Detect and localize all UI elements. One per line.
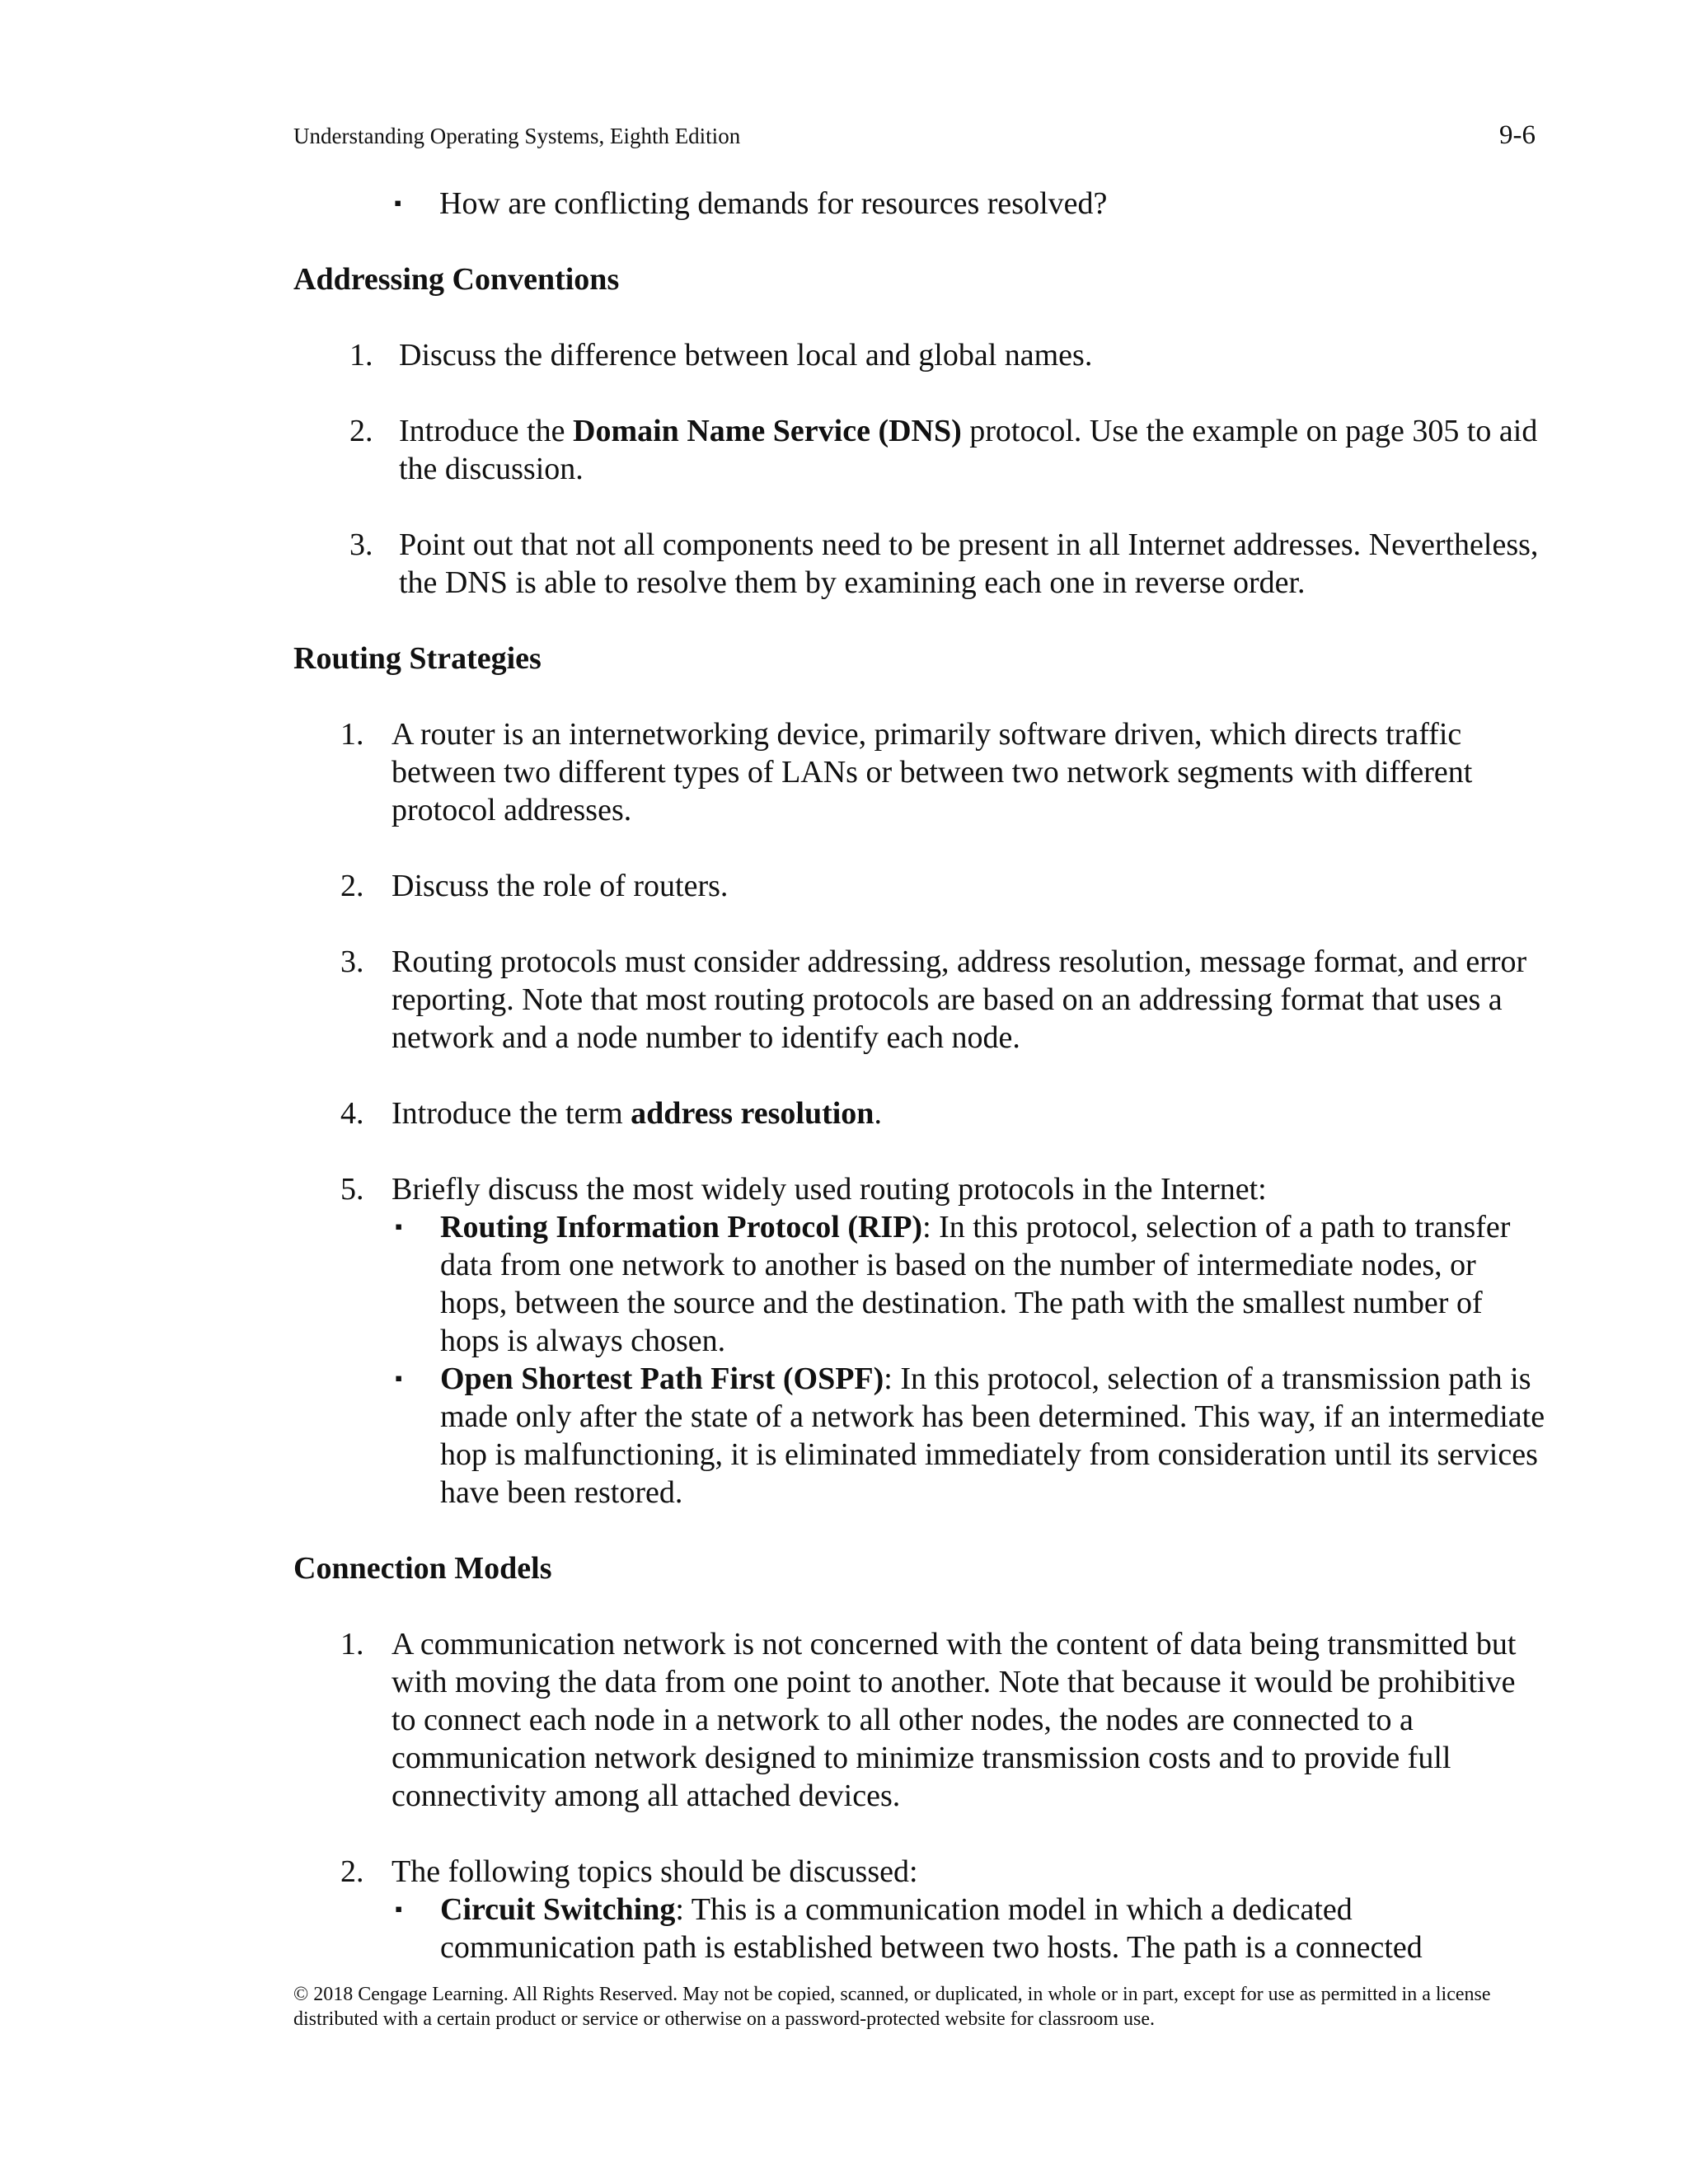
- list-item: [293, 1625, 1546, 1815]
- list-item-text-post: .: [874, 1096, 882, 1131]
- bold-term: Domain Name Service (DNS): [573, 414, 962, 448]
- bullet-icon: ▪: [394, 191, 402, 215]
- sub-list-item: [392, 1208, 1546, 1360]
- list-item: [293, 1094, 1546, 1132]
- list-item-text: Point out that not all components need to be present in all Internet addresses. Nevertheless, the DNS is able to resolve them by examining each one in reverse order.: [399, 527, 1539, 600]
- list-number: 5.: [340, 1172, 364, 1207]
- list-item-text-pre: Introduce the: [399, 414, 574, 448]
- page-header: [293, 120, 1536, 151]
- bold-term: Circuit Switching: [440, 1892, 676, 1927]
- list-item-text: A communication network is not concerned with the content of data being transmitted but with moving the data from one point to another. Note that because it would be prohibitive to connect each node in a network to all other nodes, the nodes are connected to a communication network designed to minimize transmission costs and to provide full connectivity among all attached devices.: [392, 1627, 1517, 1813]
- list-item-text: Briefly discuss the most widely used routing protocols in the Internet:: [392, 1172, 1267, 1207]
- list-item: [293, 943, 1546, 1057]
- routing-list: [293, 715, 1546, 1511]
- connection-list: [293, 1625, 1546, 1966]
- bullet-icon: ▪: [395, 1215, 403, 1239]
- list-item: [293, 1170, 1546, 1511]
- bullet-icon: ▪: [395, 1897, 403, 1921]
- list-item-text: Discuss the difference between local and global names.: [399, 338, 1093, 373]
- document-body: [293, 181, 1546, 1966]
- list-number: 2.: [340, 1854, 364, 1889]
- list-item-text: Routing protocols must consider addressing, address resolution, message format, and error reporting. Note that most routing protocols are based on an addressing format that uses a network and a node number to identify each node.: [392, 944, 1527, 1055]
- list-number: 3.: [349, 527, 373, 562]
- sub-list: [392, 1208, 1546, 1511]
- list-item-text-post: protocol. Use the example on page 305 to aid the discussion.: [399, 414, 1538, 486]
- sub-list-item-text: : In this protocol, selection of a transmission path is made only after the state of a network has been determined. This way, if an intermediate hop is malfunctioning, it is eliminated immediately from consideration until its services have been restored.: [440, 1361, 1545, 1510]
- addressing-list: [293, 336, 1546, 602]
- list-number: 1.: [349, 338, 373, 373]
- list-item: [293, 1853, 1546, 1966]
- section-heading-connection: Connection Models: [293, 1551, 552, 1586]
- list-item-text-pre: Introduce the term: [392, 1096, 631, 1131]
- bold-term: address resolution: [631, 1096, 874, 1131]
- list-number: 2.: [349, 414, 373, 448]
- list-item: [293, 336, 1546, 374]
- sub-list-item-text: : In this protocol, selection of a path to transfer data from one network to another is based on the number of intermediate nodes, or hops, between the source and the destination. The path with the smallest number of hops is always chosen.: [440, 1210, 1511, 1358]
- sub-list-item: [392, 1360, 1546, 1511]
- sub-list-item-text: : This is a communication model in which a dedicated communication path is established between two hosts. The path is a connected: [440, 1892, 1423, 1965]
- section-heading-routing: Routing Strategies: [293, 641, 542, 676]
- list-item: [293, 185, 1546, 223]
- list-item: [293, 715, 1546, 829]
- list-number: 3.: [340, 944, 364, 979]
- copyright-footer: © 2018 Cengage Learning. All Rights Reserved. May not be copied, scanned, or duplicated, in whole or in part, except for use as permitted in a license distributed with a certain product or service or otherwise on a password-protected website for classroom use.: [293, 1984, 1491, 2030]
- section-heading-addressing: Addressing Conventions: [293, 262, 620, 297]
- list-item: [293, 526, 1546, 602]
- sub-list: [392, 1891, 1546, 1966]
- list-number: 2.: [340, 869, 364, 903]
- bullet-icon: ▪: [395, 1366, 403, 1390]
- list-item: [293, 412, 1546, 488]
- list-item: [293, 867, 1546, 905]
- list-number: 4.: [340, 1096, 364, 1131]
- sub-list-item: [392, 1891, 1546, 1966]
- list-number: 1.: [340, 717, 364, 752]
- list-item-text: Discuss the role of routers.: [392, 869, 729, 903]
- page-number: 9-6: [1499, 120, 1536, 150]
- list-item-text: A router is an internetworking device, primarily software driven, which directs traffic between two different types of LANs or between two network segments with different protocol addresses.: [392, 717, 1473, 827]
- list-item-text: How are conflicting demands for resources resolved?: [439, 186, 1108, 221]
- bold-term: Routing Information Protocol (RIP): [440, 1210, 923, 1244]
- book-title: Understanding Operating Systems, Eighth Edition: [293, 124, 741, 148]
- list-item-text: The following topics should be discussed:: [392, 1854, 918, 1889]
- bold-term: Open Shortest Path First (OSPF): [440, 1361, 884, 1396]
- list-number: 1.: [340, 1627, 364, 1661]
